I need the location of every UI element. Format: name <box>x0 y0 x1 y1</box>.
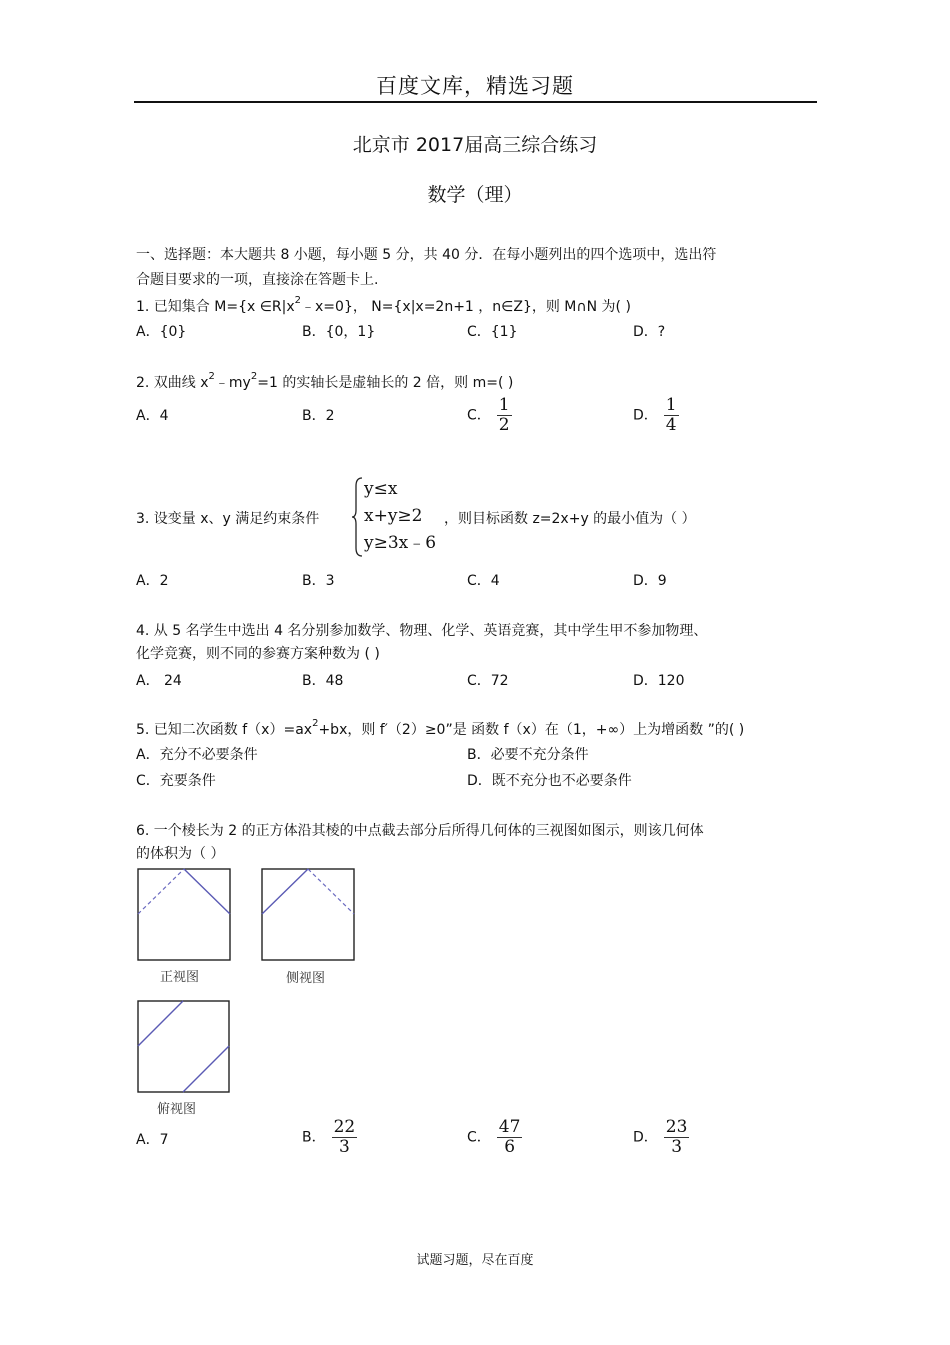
q2-option-a: A．4 <box>136 408 169 424</box>
front-view-figure <box>137 868 231 961</box>
q2-option-d <box>633 396 679 435</box>
q5-stem-b: +bx，则 f′（2）≥0”是 函数 f（x）在（1，+∞）上为增函数 ”的( ) <box>318 722 745 738</box>
q1-option-a: A．{0} <box>136 324 187 340</box>
q2-stem <box>136 371 514 394</box>
q5-stem-a: 5. 已知二次函数 f（x）=ax <box>136 722 313 738</box>
q1-option-d: D．? <box>633 324 666 340</box>
q5-stem <box>136 718 745 741</box>
q2-stem-b: ﹣my <box>214 375 251 391</box>
q5-option-c: C．充要条件 <box>136 773 216 789</box>
q4-stem-line1: 4. 从 5 名学生中选出 4 名分别参加数学、物理、化学、英语竞赛，其中学生甲不参加物理、 <box>136 623 708 639</box>
constraint-brace <box>350 476 364 558</box>
q3-option-d: D．9 <box>633 573 667 589</box>
exam-subject: 数学（理） <box>427 184 523 206</box>
q6-c-den: 6 <box>504 1137 516 1157</box>
q3-option-a: A．2 <box>136 573 169 589</box>
q6-option-d <box>633 1118 689 1157</box>
q4-stem-line2: 化学竞赛，则不同的参赛方案种数为 ( ) <box>136 646 380 662</box>
front-view-caption: 正视图 <box>160 970 200 985</box>
header-rule <box>134 101 817 103</box>
q4-option-c: C．72 <box>467 673 509 689</box>
q2-option-d-fraction <box>664 396 679 435</box>
section-instruction-line2: 合题目要求的一项，直接涂在答题卡上. <box>136 272 379 288</box>
exam-title: 北京市 2017届高三综合练习 <box>352 134 598 156</box>
q2-exp1: 2 <box>208 371 215 382</box>
q6-option-b <box>302 1118 357 1157</box>
q5-option-b: B．必要不充分条件 <box>467 747 589 763</box>
q2-option-c <box>467 396 512 435</box>
q3-stem-a: 3. 设变量 x、y 满足约束条件 <box>136 511 320 527</box>
q2-exp2: 2 <box>250 371 258 382</box>
q2-c-num: 1 <box>498 395 510 415</box>
q6-option-c-label: C． <box>467 1129 491 1146</box>
q6-option-c-fraction <box>497 1118 523 1157</box>
q6-c-num: 47 <box>498 1117 521 1137</box>
top-view-figure <box>137 1000 230 1093</box>
q3-stem-b: ，则目标函数 z=2x+y 的最小值为（ ） <box>444 511 696 527</box>
q2-option-d-label: D． <box>633 407 658 424</box>
q2-option-b: B．2 <box>302 408 335 424</box>
q4-option-a: A． 24 <box>136 673 182 689</box>
q3-constraint-1: y≤x <box>364 479 398 499</box>
q1-exp: 2 <box>294 295 302 306</box>
q2-stem-c: =1 的实轴长是虚轴长的 2 倍，则 m=( ) <box>257 375 514 391</box>
q1-stem-a: 1. 已知集合 M={x ∈R|x <box>136 299 295 315</box>
q3-option-c: C．4 <box>467 573 500 589</box>
q5-option-a: A．充分不必要条件 <box>136 747 258 763</box>
q6-stem-line1: 6. 一个棱长为 2 的正方体沿其棱的中点截去部分后所得几何体的三视图如图示，则该几何体 <box>136 823 704 839</box>
q6-b-den: 3 <box>339 1137 350 1157</box>
q6-stem-line2: 的体积为（ ） <box>136 846 225 862</box>
q6-option-d-fraction <box>664 1118 690 1157</box>
q3-constraint-2: x+y≥2 <box>364 506 423 526</box>
q6-option-c <box>467 1118 522 1157</box>
q6-option-b-label: B． <box>302 1129 326 1146</box>
q4-option-b: B．48 <box>302 673 344 689</box>
q6-d-num: 23 <box>665 1117 688 1137</box>
q4-option-d: D．120 <box>633 673 685 689</box>
q6-b-num: 22 <box>333 1117 356 1137</box>
q6-option-d-label: D． <box>633 1129 658 1146</box>
page-footer: 试题习题，尽在百度 <box>416 1253 534 1268</box>
q6-option-a: A．7 <box>136 1132 169 1148</box>
q2-option-c-fraction <box>497 396 512 435</box>
q1-option-c: C．{1} <box>467 324 518 340</box>
q1-stem <box>136 295 631 318</box>
section-instruction-line1: 一、选择题：本大题共 8 小题，每小题 5 分，共 40 分．在每小题列出的四个选项中，选出符 <box>136 247 717 263</box>
q1-option-b: B．{0，1} <box>302 324 376 340</box>
q5-exp: 2 <box>312 718 319 729</box>
q2-d-den: 4 <box>665 415 677 435</box>
page-header: 百度文库，精选习题 <box>376 74 574 98</box>
q2-d-num: 1 <box>665 395 677 415</box>
q6-d-den: 3 <box>671 1137 683 1157</box>
q2-stem-a: 2. 双曲线 x <box>136 375 209 391</box>
q2-c-den: 2 <box>498 415 510 435</box>
side-view-figure <box>261 868 355 961</box>
top-view-caption: 俯视图 <box>157 1102 197 1117</box>
q3-option-b: B．3 <box>302 573 335 589</box>
q2-option-c-label: C． <box>467 407 491 424</box>
q5-option-d: D．既不充分也不必要条件 <box>467 773 632 789</box>
q3-constraint-3: y≥3x﹣6 <box>364 533 437 553</box>
q1-stem-b: ﹣x=0}， N={x|x=2n+1 ，n∈Z}，则 M∩N 为( ) <box>301 299 631 315</box>
side-view-caption: 侧视图 <box>286 971 326 986</box>
q6-option-b-fraction <box>332 1118 358 1157</box>
